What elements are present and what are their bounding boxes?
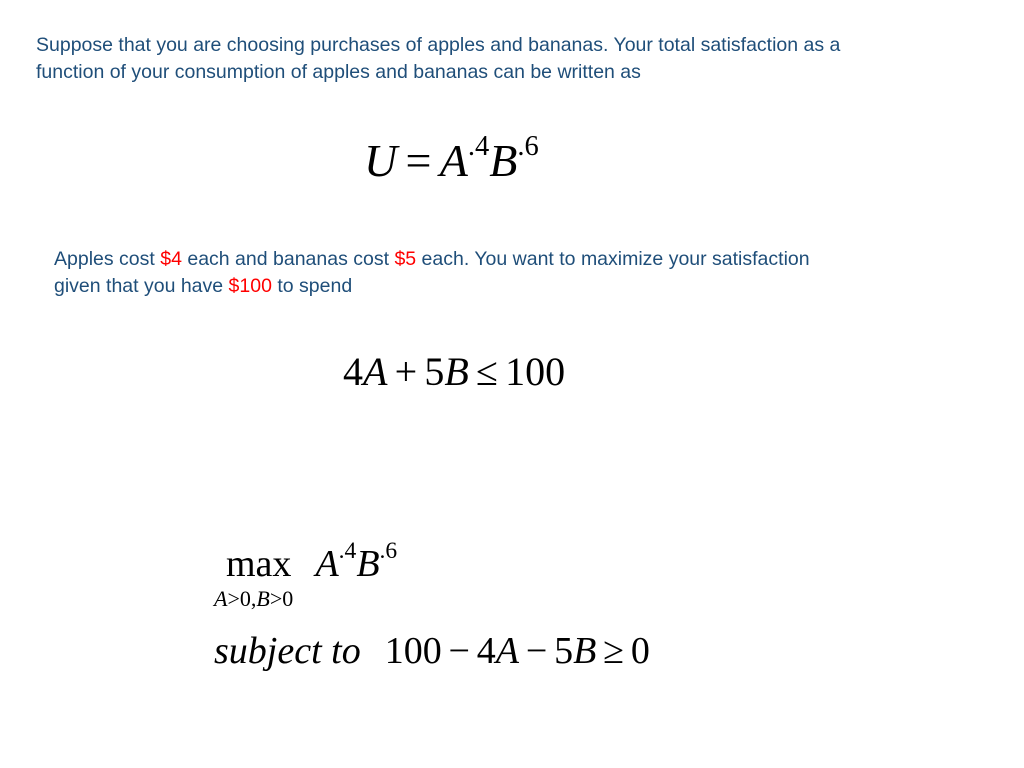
bananas-exponent: .6 (379, 538, 398, 565)
bananas-coefficient: 5 (554, 630, 574, 672)
apples-variable: A (439, 135, 468, 186)
utility-symbol: U (364, 135, 398, 186)
plus-sign: + (394, 349, 418, 394)
geq-sign: ≥ (603, 630, 625, 672)
budget-amount: $100 (228, 275, 272, 297)
intro-paragraph: Suppose that you are choosing purchases of apples and bananas. Your total satisfaction as a function of your consumption of apples and bananas can be written as (36, 34, 841, 83)
maximization-domain (214, 588, 293, 610)
minus-sign-1: − (448, 630, 470, 672)
bananas-variable: B (573, 630, 597, 672)
budget-constraint-equation (343, 349, 566, 394)
prices-paragraph (54, 246, 854, 300)
domain-var-a: A (214, 586, 228, 611)
apples-coefficient: 4 (343, 349, 363, 394)
apples-variable: A (495, 630, 520, 672)
subject-to-constraint (214, 632, 650, 670)
apple-price: $4 (160, 248, 182, 270)
apples-variable: A (315, 543, 339, 585)
domain-var-b: B (256, 586, 270, 611)
bananas-variable: B (356, 543, 380, 585)
max-operator: max (226, 543, 292, 585)
prices-text-3: each. You want to maximize your satisfaction given that you have (54, 248, 810, 297)
bananas-exponent: .6 (517, 130, 539, 162)
apples-exponent: .4 (467, 130, 490, 162)
subject-to-label: subject to (214, 630, 361, 672)
equals-sign: = (405, 135, 432, 186)
utility-equation (364, 130, 539, 186)
minus-sign-2: − (525, 630, 548, 672)
bananas-variable: B (444, 349, 469, 394)
prices-text-1: Apples cost (54, 248, 161, 270)
leq-sign: ≤ (476, 349, 498, 394)
banana-price: $5 (394, 248, 417, 270)
apples-variable: A (363, 349, 388, 394)
apples-exponent: .4 (338, 538, 357, 565)
apples-coefficient: 4 (476, 630, 496, 672)
budget-total: 100 (505, 349, 566, 394)
prices-text-4: to spend (271, 275, 353, 297)
domain-condition-a: >0, (227, 586, 257, 611)
bananas-variable: B (489, 135, 518, 186)
prices-text-2: each and bananas cost (181, 248, 395, 270)
bananas-coefficient: 5 (424, 349, 445, 394)
domain-condition-b: >0 (269, 586, 294, 611)
maximization-objective (226, 538, 398, 585)
constraint-total: 100 (384, 630, 442, 672)
zero-value: 0 (630, 630, 650, 672)
